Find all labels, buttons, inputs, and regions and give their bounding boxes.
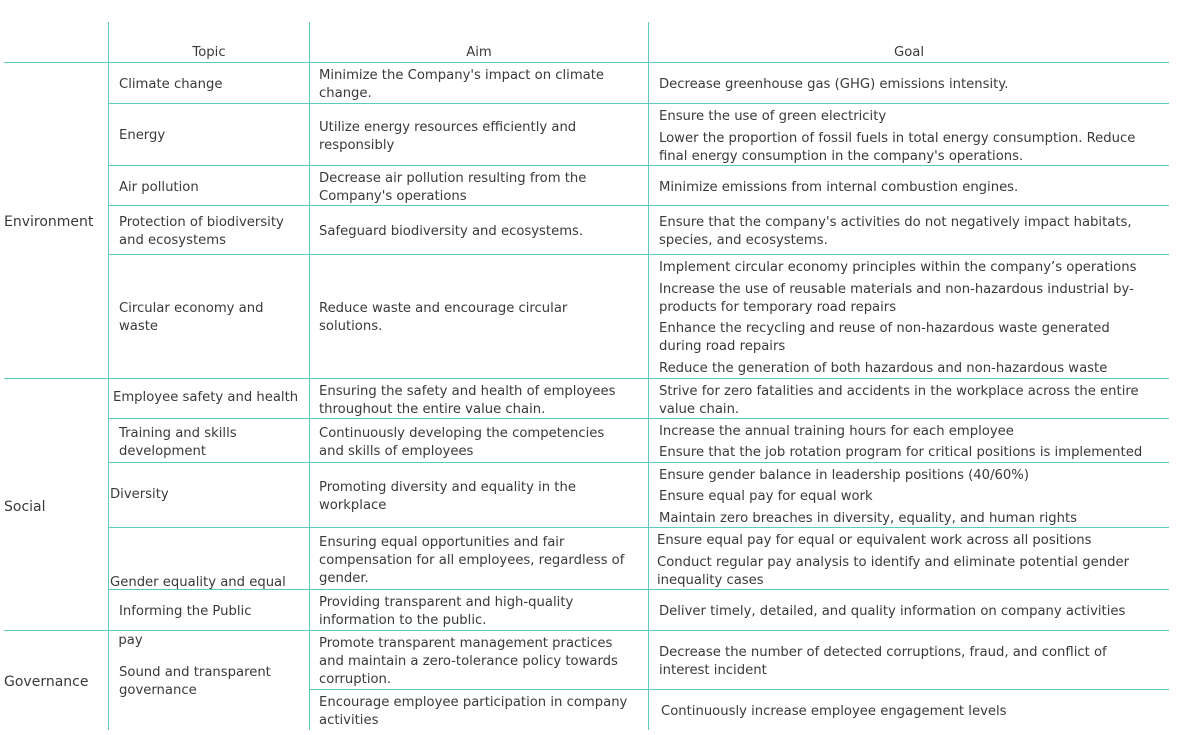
goal-item: Decrease greenhouse gas (GHG) emissions intensity. [659,77,1009,92]
goal-item: Ensure gender balance in leadership positions (40/60%) [659,468,1029,483]
aim-cell: Ensuring the safety and health of employees throughout the entire value chain. [319,384,616,417]
column-divider-goal [648,22,649,730]
aim-cell: Continuously developing the competencies and skills of employees [319,426,605,459]
aim-cell: Promote transparent management practices and maintain a zero-tolerance policy towards corruption. [319,636,618,687]
aim-cell: Encourage employee participation in company activities [319,695,628,728]
topic-cell: Energy [119,128,166,143]
topic-cell: Training and skills development [119,426,237,459]
goal-item: Ensure that the job rotation program for critical positions is implemented [659,445,1143,460]
column-divider-aim [309,22,310,730]
goal-item: Ensure the use of green electricity [659,109,887,124]
row-rule [109,254,1169,255]
aim-cell: Utilize energy resources efficiently and responsibly [319,120,577,153]
aim-cell: Minimize the Company's impact on climate change. [319,68,605,101]
topic-cell: Circular economy and waste [119,301,264,334]
aim-cell: Decrease air pollution resulting from the Company's operations [319,171,587,204]
topic-cell: Employee safety and health [113,390,299,405]
topic-cell: Sound and transparent governance [119,665,271,698]
goal-item: Increase the annual training hours for each employee [659,424,1014,439]
goal-item: Continuously increase employee engagement levels [661,704,1007,719]
goal-item: Increase the use of reusable materials and non-hazardous industrial by- products for temporary road repairs [659,282,1134,315]
header-aim: Aim [466,45,492,60]
goal-item: Decrease the number of detected corruptions, fraud, and conflict of interest incident [659,645,1107,678]
goal-item: Strive for zero fatalities and accidents in the workplace across the entire value chain. [659,384,1139,417]
row-rule [109,205,1169,206]
aim-cell: Promoting diversity and equality in the workplace [319,480,576,513]
row-rule [109,103,1169,104]
goal-item: Lower the proportion of fossil fuels in total energy consumption. Reduce final energy consumption in the company's operations. [659,131,1136,164]
header-rule [4,62,1169,63]
goal-item: Conduct regular pay analysis to identify and eliminate potential gender inequality cases [657,555,1129,588]
goal-item: Maintain zero breaches in diversity, equality, and human rights [659,511,1078,526]
topic-cell: Informing the Public [119,604,252,619]
goal-item: Ensure equal pay for equal or equivalent work across all positions [657,533,1092,548]
header-topic: Topic [192,45,226,60]
goal-item: Enhance the recycling and reuse of non-hazardous waste generated during road repairs [659,321,1110,354]
row-rule [109,462,1169,463]
category-rule [4,378,1169,379]
category-governance: Governance [4,674,89,690]
goal-item: Reduce the generation of both hazardous and non-hazardous waste [659,361,1108,376]
aim-cell: Providing transparent and high-quality information to the public. [319,595,574,628]
topic-cell: Diversity [110,487,169,502]
row-rule [309,689,1169,690]
topic-cell: Climate change [119,77,223,92]
topic-cell: Gender equality and equal pay [110,575,286,648]
goal-item: Ensure that the company's activities do not negatively impact habitats, species, and ecosystems. [659,215,1132,248]
aim-cell: Ensuring equal opportunities and fair compensation for all employees, regardless of gender. [319,535,625,586]
goal-item: Implement circular economy principles within the company’s operations [659,260,1137,275]
column-divider-topic [108,22,109,730]
category-social: Social [4,499,46,515]
goal-item: Ensure equal pay for equal work [659,489,873,504]
topic-cell: Protection of biodiversity and ecosystems [119,215,284,248]
topic-cell: Air pollution [119,180,199,195]
aim-cell: Reduce waste and encourage circular solutions. [319,301,568,334]
category-environment: Environment [4,214,94,230]
goal-item: Minimize emissions from internal combustion engines. [659,180,1019,195]
header-goal: Goal [893,45,925,60]
aim-cell: Safeguard biodiversity and ecosystems. [319,224,584,239]
goal-item: Deliver timely, detailed, and quality information on company activities [659,604,1126,619]
